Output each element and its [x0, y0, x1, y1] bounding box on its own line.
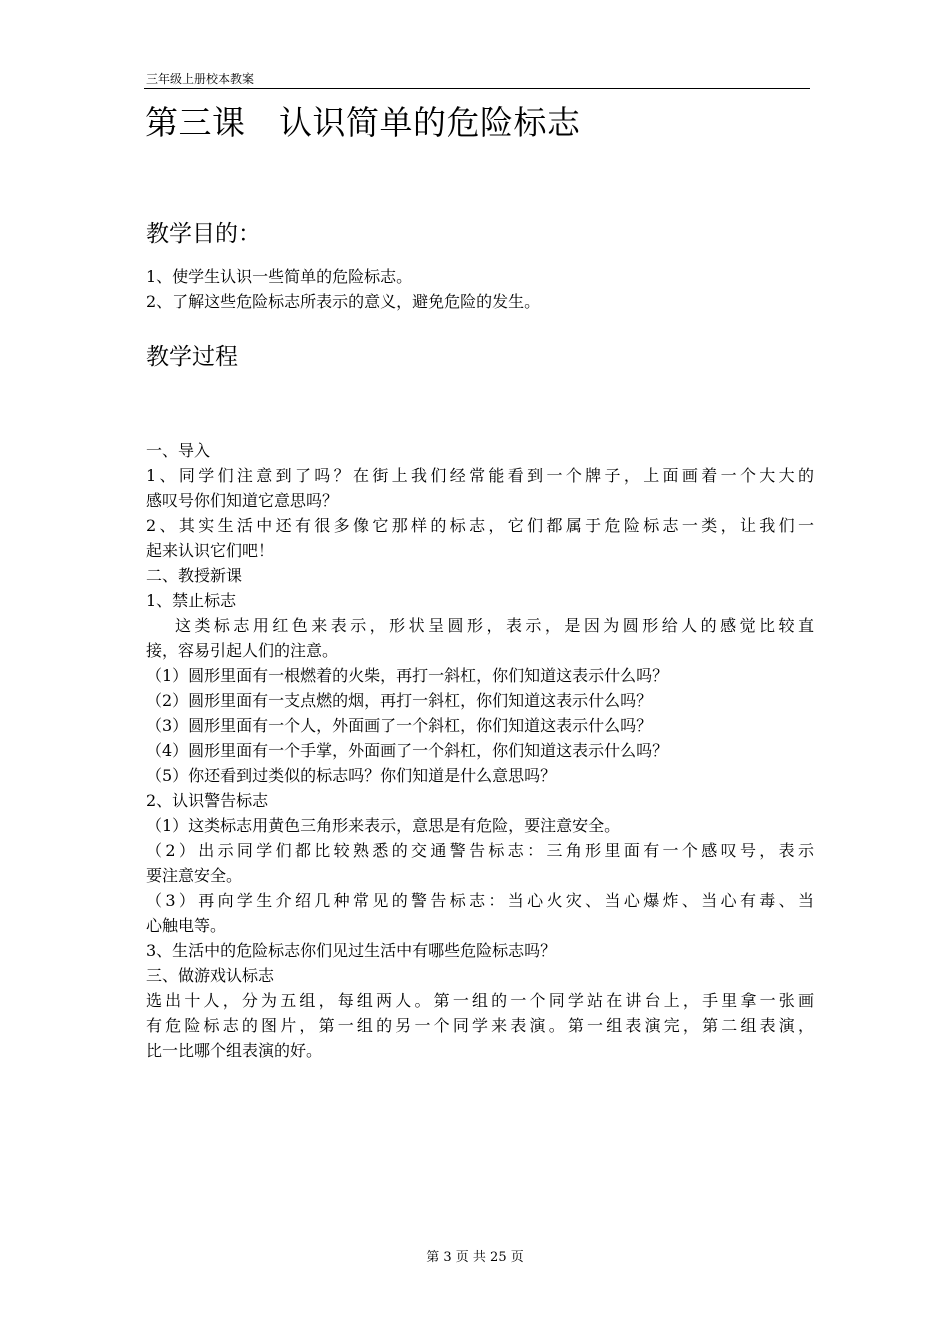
process-line: 2、其实生活中还有很多像它那样的标志，它们都属于危险标志一类，让我们一	[146, 516, 814, 535]
process-line: 选出十人，分为五组，每组两人。第一组的一个同学站在讲台上，手里拿一张画	[146, 991, 814, 1010]
process-line: 1、同学们注意到了吗？在街上我们经常能看到一个牌子，上面画着一个大大的	[146, 466, 814, 485]
process-line: （3）再向学生介绍几种常见的警告标志：当心火灾、当心爆炸、当心有毒、当	[146, 891, 814, 910]
process-line: （3）圆形里面有一个人，外面画了一个斜杠，你们知道这表示什么吗？	[146, 716, 653, 735]
process-line: 这类标志用红色来表示，形状呈圆形，表示，是因为圆形给人的感觉比较直	[175, 616, 814, 635]
process-line: 2、认识警告标志	[146, 791, 269, 810]
process-line: 一、导入	[146, 441, 211, 460]
process-line: 3、生活中的危险标志你们见过生活中有哪些危险标志吗？	[146, 941, 557, 960]
teaching-goal-list	[146, 264, 814, 314]
process-line: 起来认识它们吧！	[146, 541, 275, 560]
process-line: （4）圆形里面有一个手掌，外面画了一个斜杠，你们知道这表示什么吗？	[146, 741, 669, 760]
process-line: 三、做游戏认标志	[146, 966, 275, 985]
header-divider	[144, 88, 810, 89]
process-line: （1）圆形里面有一根燃着的火柴，再打一斜杠，你们知道这表示什么吗？	[146, 666, 669, 685]
process-line: 感叹号你们知道它意思吗？	[146, 491, 339, 510]
teaching-process-body	[146, 438, 814, 1063]
teaching-goal-heading: 教学目的：	[146, 221, 261, 247]
process-line: （2）圆形里面有一支点燃的烟，再打一斜杠，你们知道这表示什么吗？	[146, 691, 653, 710]
process-line: 二、教授新课	[146, 566, 243, 585]
process-line: 心触电等。	[146, 916, 227, 935]
process-line: 要注意安全。	[146, 866, 243, 885]
goal-line: 2、了解这些危险标志所表示的意义，避免危险的发生。	[146, 292, 541, 311]
process-line: 有危险标志的图片，第一组的另一个同学来表演。第一组表演完，第二组表演，	[146, 1016, 814, 1035]
process-line: 接，容易引起人们的注意。	[146, 641, 339, 660]
teaching-process-heading: 教学过程	[146, 344, 238, 370]
process-line: （1）这类标志用黄色三角形来表示，意思是有危险，要注意安全。	[146, 816, 621, 835]
process-line: 1、禁止标志	[146, 591, 237, 610]
goal-line: 1、使学生认识一些简单的危险标志。	[146, 267, 413, 286]
process-line: 比一比哪个组表演的好。	[146, 1041, 323, 1060]
process-line: （5）你还看到过类似的标志吗？你们知道是什么意思吗？	[146, 766, 557, 785]
page-header: 三年级上册校本教案	[146, 72, 255, 86]
process-line: （2）出示同学们都比较熟悉的交通警告标志：三角形里面有一个感叹号，表示	[146, 841, 814, 860]
lesson-title: 第三课 认识简单的危险标志	[145, 103, 581, 142]
page-number-footer: 第 3 页 共 25 页	[426, 1250, 524, 1265]
